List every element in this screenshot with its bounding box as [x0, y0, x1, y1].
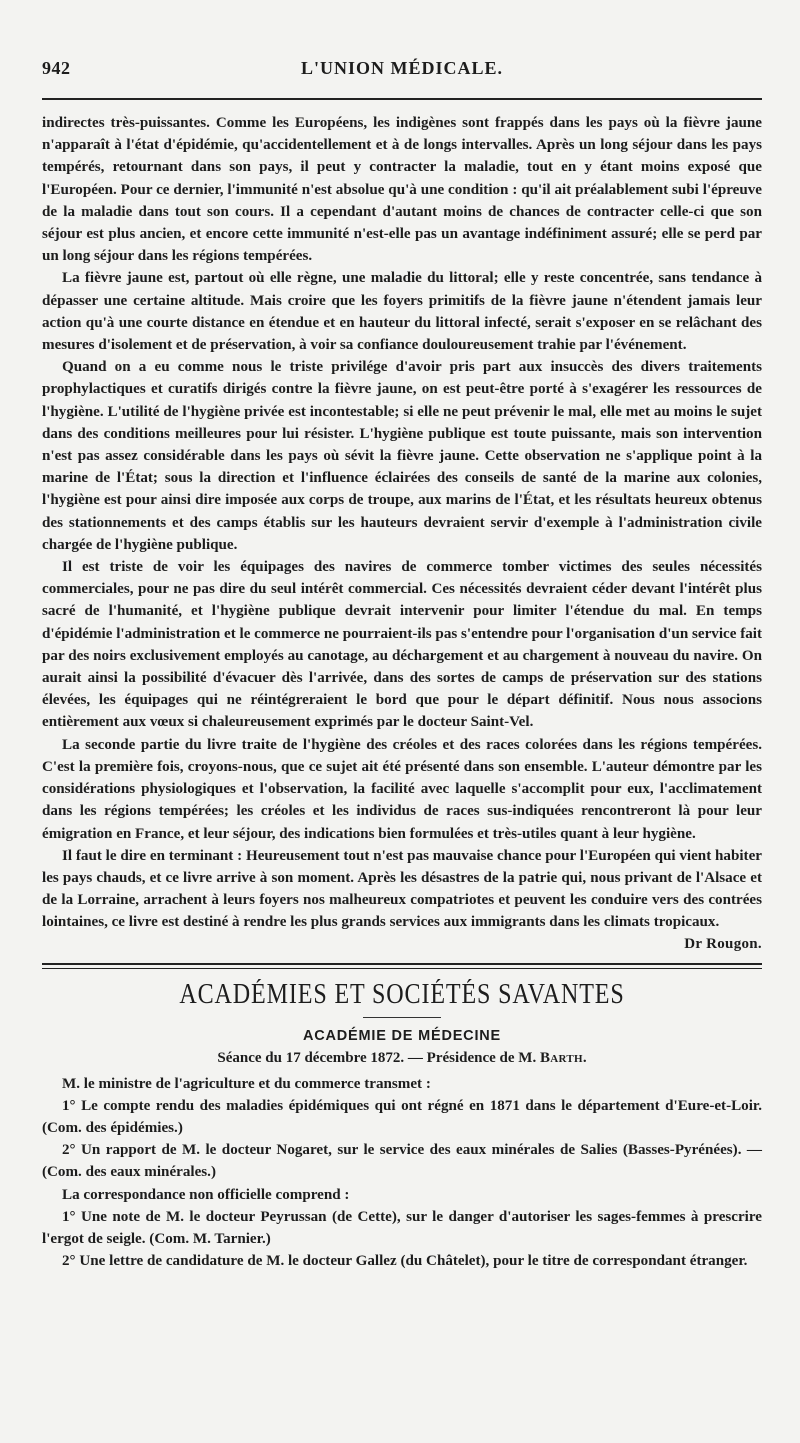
page-header [42, 50, 762, 88]
article-paragraph: La fièvre jaune est, partout où elle règne, une maladie du littoral; elle y reste concentrée, sans tendance à dépasser une certaine altitude. Mais croire que les foyers primitifs de la fièvre jaune n'étendent jamais leur action qu'à une courte distance en étendue et en hauteur du littoral infecté, serait s'exposer en se relâchant des mesures d'isolement et de préservation, à voir sa confiance douloureusement trahie par l'événement. [42, 270, 762, 354]
session-date: Séance du 17 décembre 1872. — Présidence de M. [217, 1049, 540, 1066]
section-title: ACADÉMIES ET SOCIÉTÉS SAVANTES [179, 978, 625, 1010]
minutes-paragraph: 2° Une lettre de candidature de M. le docteur Gallez (du Châtelet), pour le titre de correspondant étranger. [62, 1253, 748, 1270]
header-rule [42, 98, 762, 100]
minutes-paragraph: M. le ministre de l'agriculture et du commerce transmet : [62, 1075, 431, 1092]
article-paragraph: Il faut le dire en terminant : Heureusement tout n'est pas mauvaise chance pour l'Européen qui vient habiter les pays chauds, et ce livre arrive à son moment. Après les désastres de la patrie qui, nous privant de l'Alsace et de la Lorraine, arrachent à leurs foyers nos malheureux compatriotes et peuvent les conduire vers des contrées lointaines, ce livre est destiné à rendre les plus grands services aux immigrants dans les climats tropicaux. [42, 847, 762, 931]
article-signature: Dr Rougon. [684, 935, 762, 952]
title-underline [363, 1017, 441, 1018]
minutes-paragraph: 1° Le compte rendu des maladies épidémiques qui ont régné en 1871 dans le département d'Eure-et-Loir. (Com. des épidémies.) [42, 1097, 762, 1136]
session-line [42, 1050, 762, 1067]
session-president: Barth [539, 1049, 583, 1066]
article-paragraph: indirectes très-puissantes. Comme les Européens, les indigènes sont frappés dans les pays où la fièvre jaune n'apparaît à l'état d'épidémie, qu'accidentellement et à de longs intervalles. Après un long séjour dans les pays tempérés, retournant dans son pays, il peut y contracter la maladie, tout en y étant moins exposé que l'Européen. Pour ce dernier, l'immunité n'est absolue qu'à une condition : qu'il ait préalablement subi l'épreuve de la maladie dans tout son cours. Il a cependant d'autant moins de chances de contracter celle-ci que son séjour est plus ancien, et encore cette immunité n'est-elle pas un avantage indéfiniment assuré; elle se perd par un long séjour dans les régions tempérées. [42, 115, 762, 265]
minutes-paragraph: 1° Une note de M. le docteur Peyrussan (de Cette), sur le danger d'autoriser les sages-femmes à prescrire l'ergot de seigle. (Com. M. Tarnier.) [42, 1208, 762, 1247]
section-separator [42, 963, 762, 969]
article-paragraph: Il est triste de voir les équipages des navires de commerce tomber victimes des seules nécessités commerciales, pour ne pas dire du seul intérêt commercial. Ces nécessités devraient céder devant l'intérêt plus sacré de l'humanité, et l'hygiène publique devrait intervenir pour limiter l'étendue du mal. En temps d'épidémie l'administration et le commerce ne pourraient-ils pas s'entendre pour l'organisation d'un service fait par des noirs exclusivement employés au canotage, au déchargement et au chargement à nouveau du navire. On aurait ainsi la possibilité d'évacuer dès l'arrivée, dans des sortes de camps de préservation sur des stations élevées, les équipages qui ne réintégreraient le bord que pour le départ définitif. Nous nous associons entièrement aux vœux si chaleureusement exprimés par le docteur Saint-Vel. [42, 559, 762, 731]
minutes-paragraph: La correspondance non officielle comprend : [62, 1186, 350, 1203]
minutes-paragraph: 2° Un rapport de M. le docteur Nogaret, sur le service des eaux minérales de Salies (Basses-Pyrénées). — (Com. des eaux minérales.) [42, 1142, 762, 1181]
page-number: 942 [42, 58, 71, 78]
journal-title: L'UNION MÉDICALE. [300, 58, 504, 78]
session-minutes [42, 1073, 762, 1273]
session-suffix: . [582, 1049, 587, 1066]
article-paragraph: La seconde partie du livre traite de l'hygiène des créoles et des races colorées dans les régions tempérées. C'est la première fois, croyons-nous, que ce sujet ait été présenté dans son ensemble. L'auteur démontre par les considérations physiologiques et l'observation, la facilité avec laquelle s'accomplit pour eux, l'acclimatement dans les régions tempérées; les créoles et les individus de races sus-indiquées rencontreront là pour leur émigration en France, et leur séjour, des indications bien formulées et très-utiles quant à leur hygiène. [42, 736, 762, 842]
article-paragraph: Quand on a eu comme nous le triste privilége d'avoir pris part aux insuccès des divers traitements prophylactiques et curatifs dirigés contre la fièvre jaune, on est peut-être porté à s'exagérer les ressources de l'hygiène. L'utilité de l'hygiène privée est incontestable; si elle ne peut prévenir le mal, elle met au moins le sujet dans des conditions meilleures pour lui résister. L'hygiène publique est toute puissante, mais son intervention n'est pas assez considérable dans les pays où sévit la fièvre jaune. Cette observation ne s'applique point à la marine de l'État; sous la direction et l'influence éclairées des conseils de santé de la marine aux colonies, l'hygiène est pour ainsi dire imposée aux corps de troupe, aux marins de l'État, et les résultats heureux obtenus des stationnements et des camps établis sur les hauteurs devraient servir d'exemple à l'administration civile chargée de l'hygiène publique. [42, 359, 762, 553]
subsection-title: ACADÉMIE DE MÉDECINE [302, 1027, 502, 1044]
article-body [42, 112, 762, 934]
